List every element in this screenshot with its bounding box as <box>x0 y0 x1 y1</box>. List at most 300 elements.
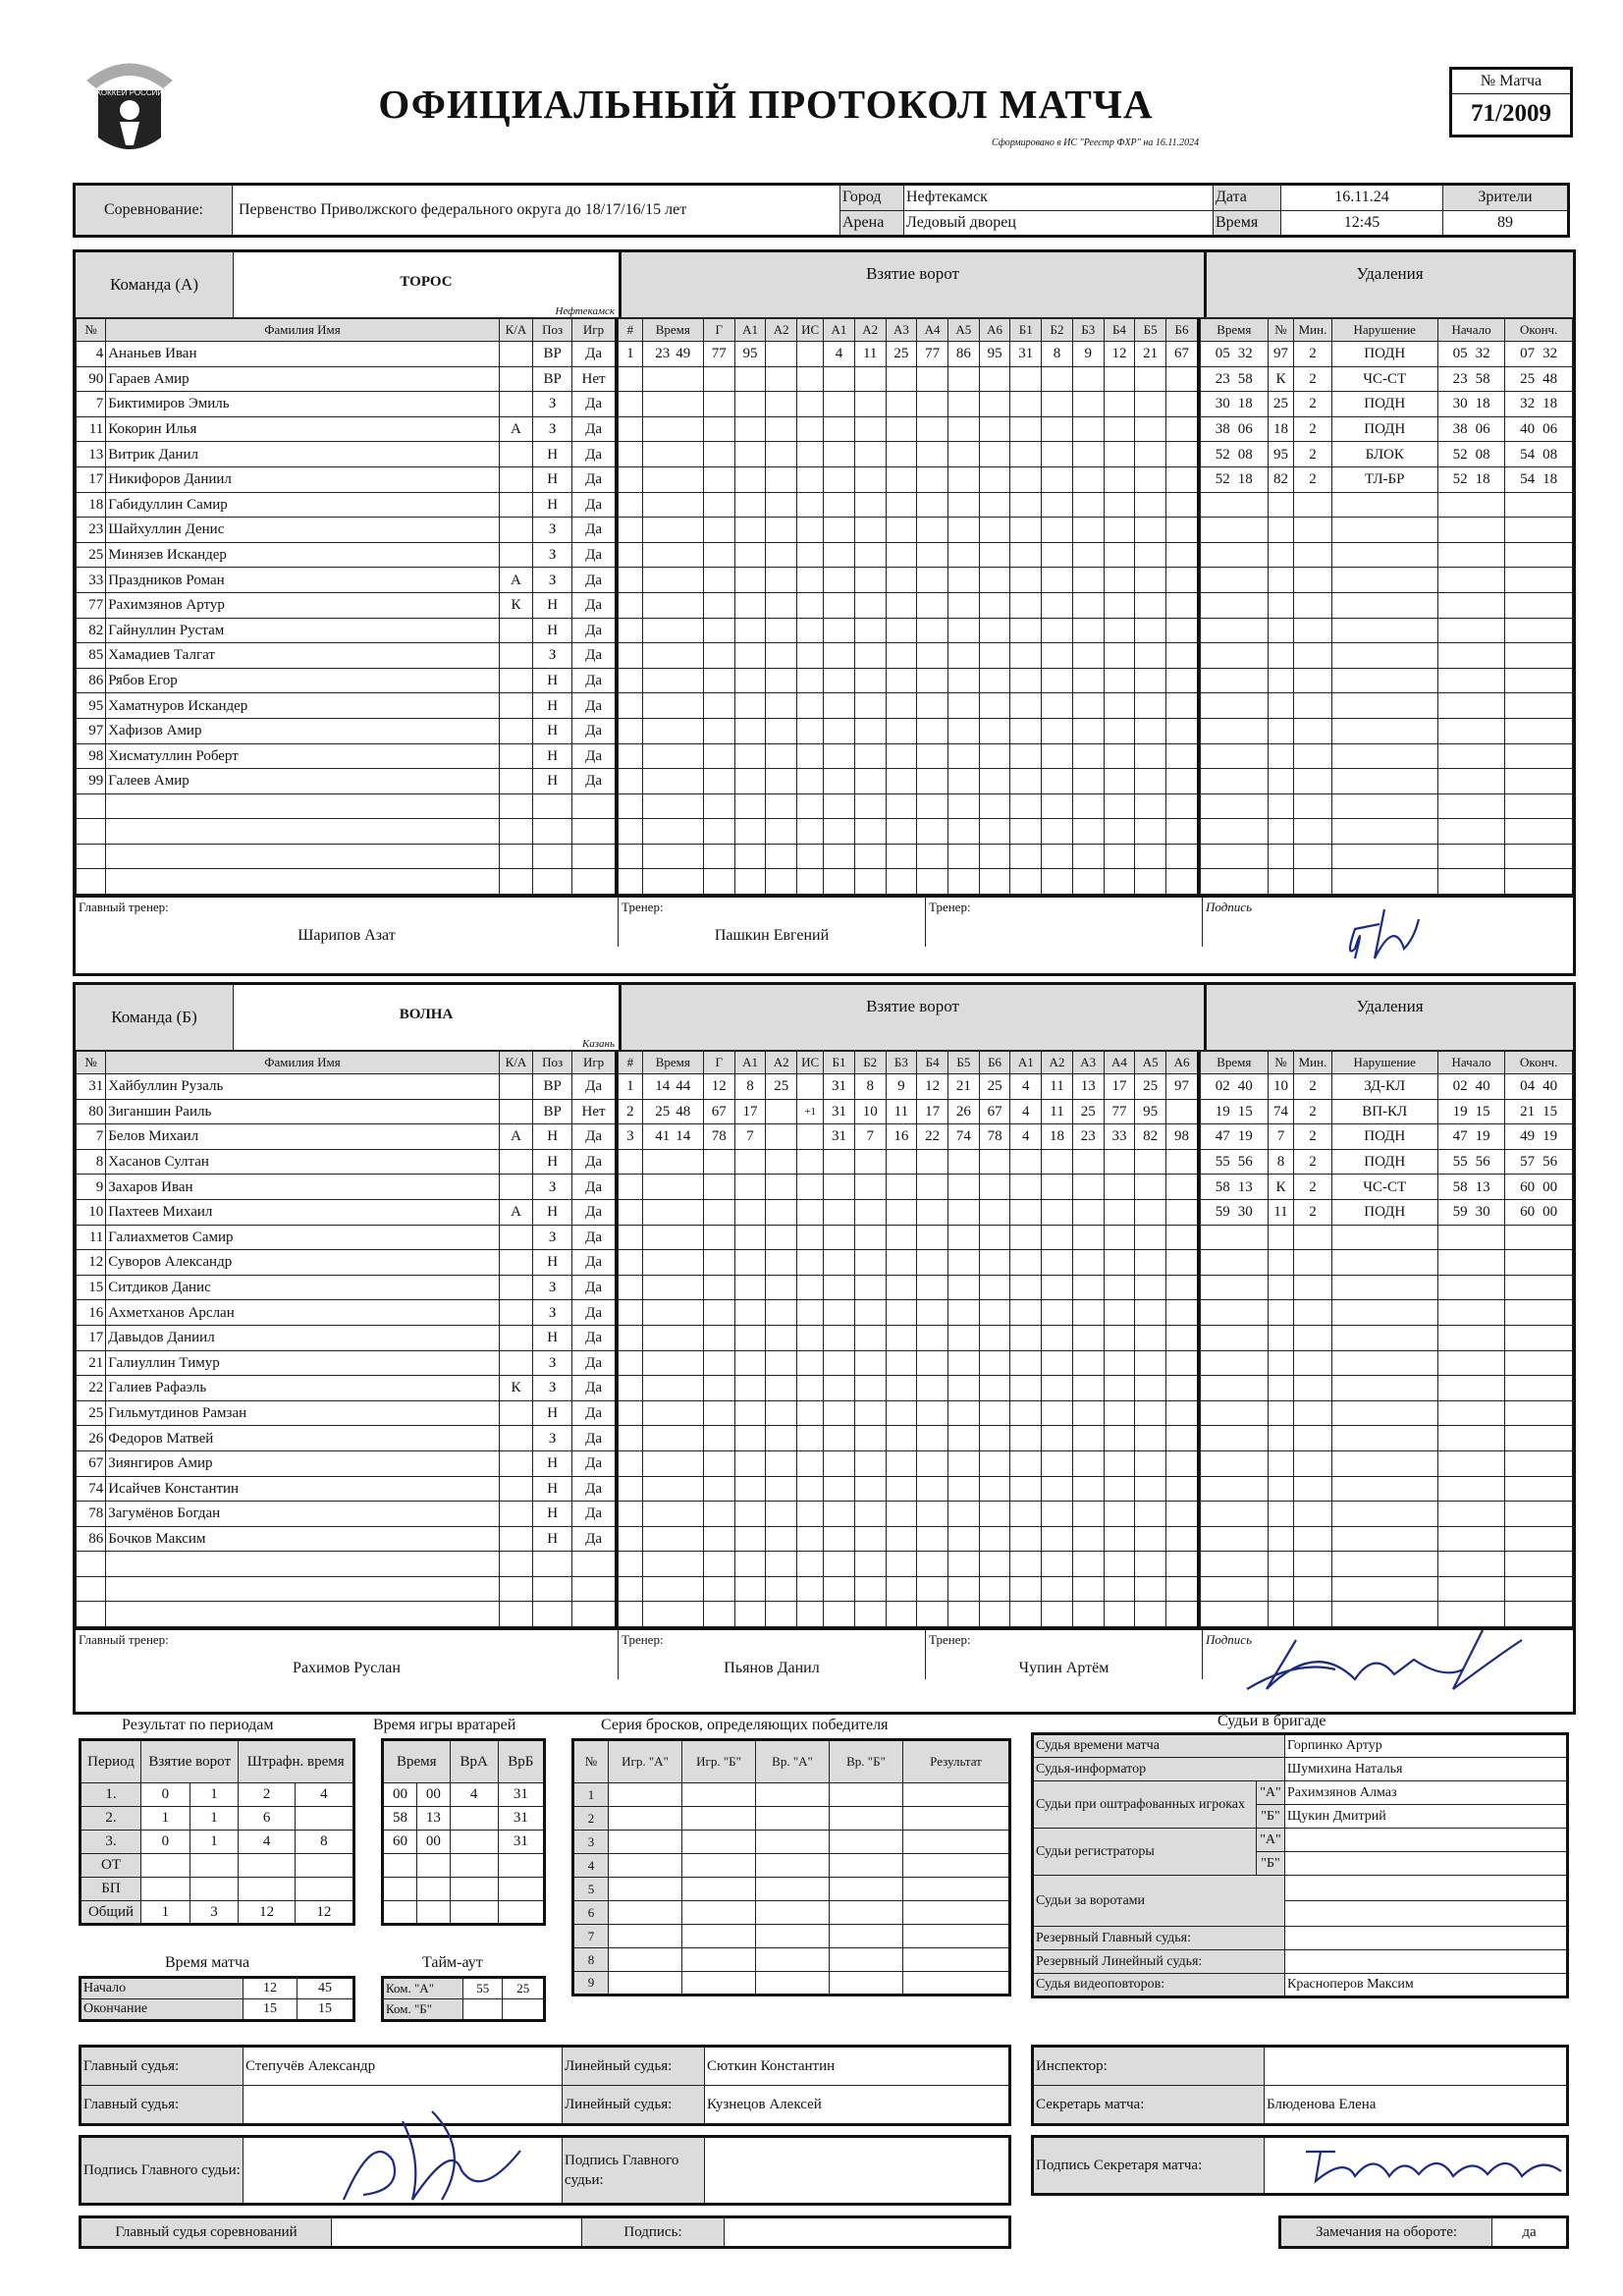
team-b-pen-min: 2 <box>1294 1124 1331 1150</box>
team-a-roster-cell <box>499 342 532 367</box>
table-row <box>77 1576 617 1602</box>
team-b-goal-cell <box>619 1199 643 1225</box>
team-b-roster-cell <box>499 1502 532 1527</box>
team-a-goal-cell <box>734 592 766 618</box>
team-a-goal-cell <box>703 466 734 492</box>
team-b-pen-end: 60 00 <box>1505 1175 1573 1200</box>
team-b-goal-cell <box>1042 1476 1073 1502</box>
team-b-pen-cell <box>1331 1275 1437 1300</box>
team-a-goal-cell <box>1010 492 1042 518</box>
team-b-goal-cell <box>703 1526 734 1552</box>
arena-value: Ледовый дворец <box>904 210 1214 237</box>
team-b-goal-cell <box>886 1300 917 1326</box>
team-b-goal-cell: 11 <box>1042 1099 1073 1124</box>
timekeeper-name: Горпинко Артур <box>1285 1734 1568 1758</box>
team-b-pen-cell <box>1201 1376 1269 1401</box>
team-a-goal-cell <box>1010 668 1042 693</box>
team-b-coach2: Чупин Артём <box>1018 1660 1109 1677</box>
periods-cell: 1 <box>189 1807 239 1831</box>
team-a-goal-cell <box>703 416 734 442</box>
team-a-goal-cell <box>797 366 824 392</box>
team-a-pen-cell <box>1201 793 1269 819</box>
team-b-roster-cell <box>499 1400 532 1426</box>
team-b-goal-cell <box>979 1225 1010 1250</box>
team-a-goal-cell <box>619 743 643 769</box>
team-a-goal-cell <box>979 618 1010 643</box>
team-b-pen-cell <box>1201 1426 1269 1451</box>
team-b-goal-cell <box>734 1400 766 1426</box>
team-b-goal-cell <box>766 1350 797 1376</box>
team-a-roster-cell: Н <box>533 442 572 467</box>
team-a-roster-col: Поз <box>533 319 572 342</box>
team-b-pen-start: 02 40 <box>1437 1074 1505 1100</box>
team-b-pen-player: 8 <box>1268 1149 1294 1175</box>
team-b-coach2-label: Тренер: <box>929 1632 971 1648</box>
team-b-goal-cell <box>1010 1376 1042 1401</box>
team-b-goal-cell <box>766 1576 797 1602</box>
team-a-goal-cell <box>619 492 643 518</box>
team-b-goal-cell <box>886 1450 917 1476</box>
team-a-roster-cell: Да <box>572 668 617 693</box>
team-b-roster-cell: Н <box>533 1400 572 1426</box>
team-a-pen-cell <box>1505 668 1573 693</box>
table-row <box>77 869 617 895</box>
team-a-goal-cell <box>1135 869 1166 895</box>
team-b-goal-cell: 12 <box>703 1074 734 1100</box>
team-a-goal-cell <box>734 416 766 442</box>
team-a-goal-cell <box>1072 844 1104 869</box>
team-b-goal-cell <box>1104 1502 1135 1527</box>
team-a-goal-cell <box>1104 693 1135 719</box>
team-b-roster-cell: К <box>499 1376 532 1401</box>
team-a-goal-cell <box>1010 366 1042 392</box>
table-row <box>619 1376 1199 1401</box>
video-judge-label: Судья видеоповторов: <box>1033 1974 1285 1997</box>
team-a-roster-cell <box>572 793 617 819</box>
table-row <box>619 1350 1199 1376</box>
team-b-goal-cell <box>1166 1199 1199 1225</box>
table-row <box>1201 1325 1573 1350</box>
team-a-goal-cell <box>1042 718 1073 743</box>
team-b-roster-cell <box>77 1552 106 1577</box>
shootout-row-no: 3 <box>573 1831 609 1854</box>
team-a-goal-cell <box>917 819 948 845</box>
team-a-goal-cell <box>734 366 766 392</box>
team-b-goal-cell <box>979 1526 1010 1552</box>
remarks-value: да <box>1492 2217 1568 2248</box>
team-a-pen-cell <box>1437 618 1505 643</box>
team-a-goal-cell <box>1104 568 1135 593</box>
team-a-goal-cell: 1 <box>619 342 643 367</box>
table-row <box>619 1275 1199 1300</box>
team-a-roster-cell: Гайнуллин Рустам <box>106 618 500 643</box>
team-a-goal-cell <box>734 869 766 895</box>
team-a-pen-cell <box>1505 542 1573 568</box>
team-b-pen-start: 47 19 <box>1437 1124 1505 1150</box>
team-a-goal-cell <box>642 844 703 869</box>
team-a-goal-cell <box>642 618 703 643</box>
team-b-goal-cell <box>886 1275 917 1300</box>
team-b-goal-cell <box>1072 1300 1104 1326</box>
team-a-pen-cell <box>1331 718 1437 743</box>
table-row <box>619 1602 1199 1627</box>
chief-comp-table <box>79 2215 1011 2249</box>
team-a-goal-cell <box>824 366 855 392</box>
team-b-goal-cell <box>703 1602 734 1627</box>
team-b-pen-cell <box>1268 1502 1294 1527</box>
team-a-goal-cell <box>979 366 1010 392</box>
team-b-goal-cell <box>1135 1376 1166 1401</box>
team-a-goal-cell <box>642 693 703 719</box>
team-b-goal-cell <box>854 1350 886 1376</box>
table-row <box>619 693 1199 719</box>
team-a-goal-cell <box>1104 392 1135 417</box>
team-a-coach: Пашкин Евгений <box>714 927 830 945</box>
team-a-pen-cell <box>1294 819 1331 845</box>
team-b-pen-start: 19 15 <box>1437 1099 1505 1124</box>
team-b-goal-cell <box>1072 1325 1104 1350</box>
team-b-goal-cell <box>854 1576 886 1602</box>
table-row <box>1201 1300 1573 1326</box>
table-row <box>1201 869 1573 895</box>
logo <box>77 51 183 161</box>
team-a-pen-end: 25 48 <box>1505 366 1573 392</box>
team-a-goal-cell <box>642 416 703 442</box>
team-b-goal-cell <box>1072 1199 1104 1225</box>
goalie-col-a: ВрА <box>450 1740 498 1783</box>
team-b-goal-cell <box>703 1275 734 1300</box>
team-b-goal-cell <box>1010 1149 1042 1175</box>
team-a-pen-cell <box>1294 769 1331 794</box>
team-b-roster-cell <box>499 1350 532 1376</box>
team-a-goals-col: Б6 <box>1166 319 1199 342</box>
team-a-roster-cell: З <box>533 643 572 669</box>
team-b-goal-cell <box>1010 1400 1042 1426</box>
team-a-pen-cell <box>1505 869 1573 895</box>
team-b-goal-cell <box>1166 1502 1199 1527</box>
team-a-pen-cell <box>1294 743 1331 769</box>
team-b-goal-cell <box>854 1149 886 1175</box>
team-b-goal-cell: 10 <box>854 1099 886 1124</box>
team-a-pen-cell <box>1201 668 1269 693</box>
team-b-pen-cell <box>1505 1552 1573 1577</box>
team-a-roster-cell <box>77 869 106 895</box>
team-a-goal-cell <box>886 618 917 643</box>
table-row <box>81 1878 354 1901</box>
table-row <box>1201 1124 1573 1150</box>
team-a-roster-cell <box>499 718 532 743</box>
team-b-goal-cell <box>1135 1526 1166 1552</box>
table-row <box>77 592 617 618</box>
page-subtitle: Сформировано в ИС "Реестр ФХР" на 16.11.2024 <box>992 137 1200 148</box>
team-a-goal-cell <box>1104 492 1135 518</box>
team-a-goal-cell <box>979 693 1010 719</box>
team-a-goal-cell <box>1166 819 1199 845</box>
team-b-goal-cell <box>766 1225 797 1250</box>
team-a-roster-cell: Минязев Искандер <box>106 542 500 568</box>
team-a-goal-cell <box>619 392 643 417</box>
team-b-goal-cell <box>947 1602 979 1627</box>
table-row <box>77 643 617 669</box>
main-ref-1: Степучёв Александр <box>243 2047 563 2086</box>
table-row <box>573 1925 1010 1948</box>
team-b-pen-cell <box>1294 1400 1331 1426</box>
team-a-roster-cell: Витрик Данил <box>106 442 500 467</box>
team-a-goal-cell <box>703 668 734 693</box>
team-a-roster-cell <box>77 819 106 845</box>
table-row <box>77 1225 617 1250</box>
team-a-pen-cell <box>1294 793 1331 819</box>
team-a-city: Нефтекамск <box>555 305 615 317</box>
team-b-roster-cell: Федоров Матвей <box>106 1426 500 1451</box>
team-b-pen-player: 11 <box>1268 1199 1294 1225</box>
competition-label: Соревнование: <box>75 185 233 237</box>
team-b-goal-cell <box>619 1149 643 1175</box>
team-b-goal-cell <box>979 1376 1010 1401</box>
team-a-goal-cell <box>619 869 643 895</box>
team-a-roster-cell: 95 <box>77 693 106 719</box>
team-a-pen-cell <box>1201 492 1269 518</box>
table-row <box>619 416 1199 442</box>
table-row <box>1201 693 1573 719</box>
goalie-cell: 4 <box>450 1783 498 1807</box>
team-a-goal-cell <box>766 342 797 367</box>
team-a-goal-cell <box>766 518 797 543</box>
team-a-pen-cell <box>1505 718 1573 743</box>
team-a-goal-cell <box>642 466 703 492</box>
team-a-coach-label: Тренер: <box>622 900 664 915</box>
team-b-goal-cell <box>1072 1175 1104 1200</box>
main-ref-signature-table <box>79 2135 1011 2206</box>
table-row <box>81 1807 354 1831</box>
team-b-goals-table <box>618 1051 1200 1627</box>
shootout-col: № <box>573 1740 609 1783</box>
team-b-pen-min: 2 <box>1294 1099 1331 1124</box>
team-b-goal-cell <box>1135 1199 1166 1225</box>
table-row <box>1201 1576 1573 1602</box>
table-row <box>1201 668 1573 693</box>
team-b-goal-cell <box>797 1602 824 1627</box>
table-row <box>619 819 1199 845</box>
table-row <box>77 568 617 593</box>
team-a-roster-cell <box>499 618 532 643</box>
table-row <box>619 844 1199 869</box>
team-a-goal-cell <box>947 416 979 442</box>
team-a-goal-cell: 21 <box>1135 342 1166 367</box>
timeout-b-min <box>463 1999 503 2021</box>
team-b-goal-cell <box>1042 1149 1073 1175</box>
team-b-goal-cell <box>1135 1476 1166 1502</box>
team-b-goal-cell <box>917 1602 948 1627</box>
shootout-col: Игр. "Б" <box>682 1740 756 1783</box>
table-row <box>77 668 617 693</box>
logo-text: ХОККЕЙ РОССИИ <box>95 88 164 97</box>
table-row <box>77 1450 617 1476</box>
team-a-goal-cell <box>766 568 797 593</box>
match-end-label: Окончание <box>81 1999 243 2021</box>
team-b-roster-cell: Н <box>533 1124 572 1150</box>
team-b-goal-cell: 78 <box>979 1124 1010 1150</box>
team-b-goal-cell <box>797 1350 824 1376</box>
team-b-goal-cell <box>619 1450 643 1476</box>
team-b-roster-cell: 16 <box>77 1300 106 1326</box>
team-b-goal-cell <box>979 1350 1010 1376</box>
team-b-goal-cell: +1 <box>797 1099 824 1124</box>
team-a-roster-cell: 7 <box>77 392 106 417</box>
periods-cell: ОТ <box>81 1854 141 1878</box>
team-a-goal-cell <box>1166 743 1199 769</box>
team-a-goal-cell <box>1042 844 1073 869</box>
secretary-name: Блюденова Елена <box>1265 2086 1568 2125</box>
team-b-pen-infraction: ЗД-КЛ <box>1331 1074 1437 1100</box>
team-a-goals-table <box>618 318 1200 895</box>
team-a-goal-cell <box>703 844 734 869</box>
team-b-goal-cell <box>917 1325 948 1350</box>
team-a-roster-cell: Да <box>572 743 617 769</box>
registrar-b <box>1285 1852 1568 1876</box>
team-b-pen-cell <box>1505 1400 1573 1426</box>
team-b-goal-cell: 97 <box>1166 1074 1199 1100</box>
team-b-pen-cell <box>1294 1502 1331 1527</box>
team-b-roster-cell: 86 <box>77 1526 106 1552</box>
team-b-pen-cell <box>1505 1275 1573 1300</box>
team-b-pen-cell <box>1437 1400 1505 1426</box>
team-b-goal-cell <box>1072 1602 1104 1627</box>
team-b-roster-cell: З <box>533 1426 572 1451</box>
team-b-goal-cell <box>1010 1602 1042 1627</box>
team-a-goal-cell <box>642 568 703 593</box>
goalie-cell: 00 <box>417 1783 450 1807</box>
team-b-goal-cell <box>734 1300 766 1326</box>
team-b-pen-player: К <box>1268 1175 1294 1200</box>
team-a-roster-cell: З <box>533 542 572 568</box>
table-row <box>1201 718 1573 743</box>
team-b-goal-cell <box>1042 1552 1073 1577</box>
team-b-goal-cell <box>703 1350 734 1376</box>
team-a-pen-cell <box>1331 869 1437 895</box>
table-row <box>1201 392 1573 417</box>
team-a-roster-cell: Рябов Егор <box>106 668 500 693</box>
penalty-judge-b: Щукин Дмитрий <box>1285 1805 1568 1829</box>
team-b-goal-cell <box>642 1175 703 1200</box>
goalie-cell <box>450 1807 498 1831</box>
team-a-goal-cell <box>824 668 855 693</box>
team-b-goal-cell <box>854 1426 886 1451</box>
periods-cell <box>239 1878 295 1901</box>
team-a-goal-cell <box>824 492 855 518</box>
team-a-pen-cell <box>1268 542 1294 568</box>
team-b-coach: Пьянов Данил <box>724 1660 820 1677</box>
team-a-goal-cell: 95 <box>979 342 1010 367</box>
table-row <box>81 1854 354 1878</box>
team-b-roster-cell: 17 <box>77 1325 106 1350</box>
team-b-pen-cell <box>1437 1376 1505 1401</box>
team-a-goals-col: Б2 <box>1042 319 1073 342</box>
team-a-goal-cell <box>1072 743 1104 769</box>
team-a-goal-cell <box>979 643 1010 669</box>
periods-cell: 4 <box>295 1783 353 1807</box>
team-b-pen-min: 2 <box>1294 1199 1331 1225</box>
team-b-pen-cell <box>1437 1552 1505 1577</box>
table-row <box>77 1199 617 1225</box>
team-a-pen-cell <box>1437 693 1505 719</box>
table-row <box>1201 743 1573 769</box>
table-row <box>81 1901 354 1925</box>
team-a-goal-cell <box>1166 793 1199 819</box>
table-row <box>77 793 617 819</box>
team-b-goal-cell: 8 <box>854 1074 886 1100</box>
team-b-goal-cell <box>766 1124 797 1150</box>
team-a-goal-cell <box>797 442 824 467</box>
table-row <box>619 592 1199 618</box>
team-b-goal-cell <box>619 1350 643 1376</box>
table-row <box>1201 844 1573 869</box>
team-a-roster-cell <box>499 844 532 869</box>
table-row <box>619 643 1199 669</box>
shootout-title: Серия бросков, определяющих победителя <box>601 1717 889 1733</box>
team-b-roster-cell: Да <box>572 1476 617 1502</box>
team-b-goals-title: Взятие ворот <box>622 985 1207 1050</box>
team-b-goal-cell <box>979 1450 1010 1476</box>
team-a-roster-cell: Да <box>572 592 617 618</box>
team-b-goal-cell <box>886 1350 917 1376</box>
team-b-goal-cell <box>642 1576 703 1602</box>
table-row <box>77 392 617 417</box>
team-a-pen-cell <box>1505 618 1573 643</box>
team-b-pen-cell <box>1201 1300 1269 1326</box>
team-b-goal-cell <box>1072 1526 1104 1552</box>
table-row <box>619 1300 1199 1326</box>
team-b-pen-cell <box>1331 1250 1437 1276</box>
team-b-goal-cell <box>824 1426 855 1451</box>
team-b-pen-cell <box>1201 1476 1269 1502</box>
timeout-a-min: 55 <box>463 1978 503 1999</box>
team-a-goal-cell <box>1135 392 1166 417</box>
team-b-coach2-box <box>926 1630 1203 1679</box>
team-a-goal-cell: 31 <box>1010 342 1042 367</box>
team-a-roster-cell: Да <box>572 769 617 794</box>
table-row <box>1201 466 1573 492</box>
team-a-pen-cell <box>1505 743 1573 769</box>
team-a-pen-cell <box>1201 643 1269 669</box>
match-time-table <box>79 1976 355 2022</box>
team-a-goal-cell <box>854 542 886 568</box>
team-a-roster-cell <box>106 844 500 869</box>
team-b-goal-time: 25 48 <box>642 1099 703 1124</box>
team-b-goal-cell <box>642 1502 703 1527</box>
team-b-goal-cell <box>886 1426 917 1451</box>
team-b-goal-cell: 77 <box>1104 1099 1135 1124</box>
team-b-pen-cell <box>1294 1476 1331 1502</box>
table-row <box>383 1831 545 1854</box>
team-b-goal-cell <box>1135 1149 1166 1175</box>
table-row <box>1201 1450 1573 1476</box>
team-a-goal-cell <box>1135 592 1166 618</box>
team-a-goal-cell <box>1072 668 1104 693</box>
main-ref-signature-2 <box>705 2137 1010 2205</box>
team-b-roster-cell: А <box>499 1124 532 1150</box>
team-a-goal-cell <box>1042 466 1073 492</box>
team-a-pen-time: 38 06 <box>1201 416 1269 442</box>
chief-comp-signature <box>332 2217 582 2248</box>
periods-cell: 6 <box>239 1807 295 1831</box>
team-a-roster-cell: 13 <box>77 442 106 467</box>
team-b-goal-cell <box>619 1376 643 1401</box>
team-b-roster-col: К/А <box>499 1052 532 1074</box>
team-a-roster-cell: Н <box>533 668 572 693</box>
team-b-pen-cell <box>1331 1526 1437 1552</box>
table-row <box>619 793 1199 819</box>
